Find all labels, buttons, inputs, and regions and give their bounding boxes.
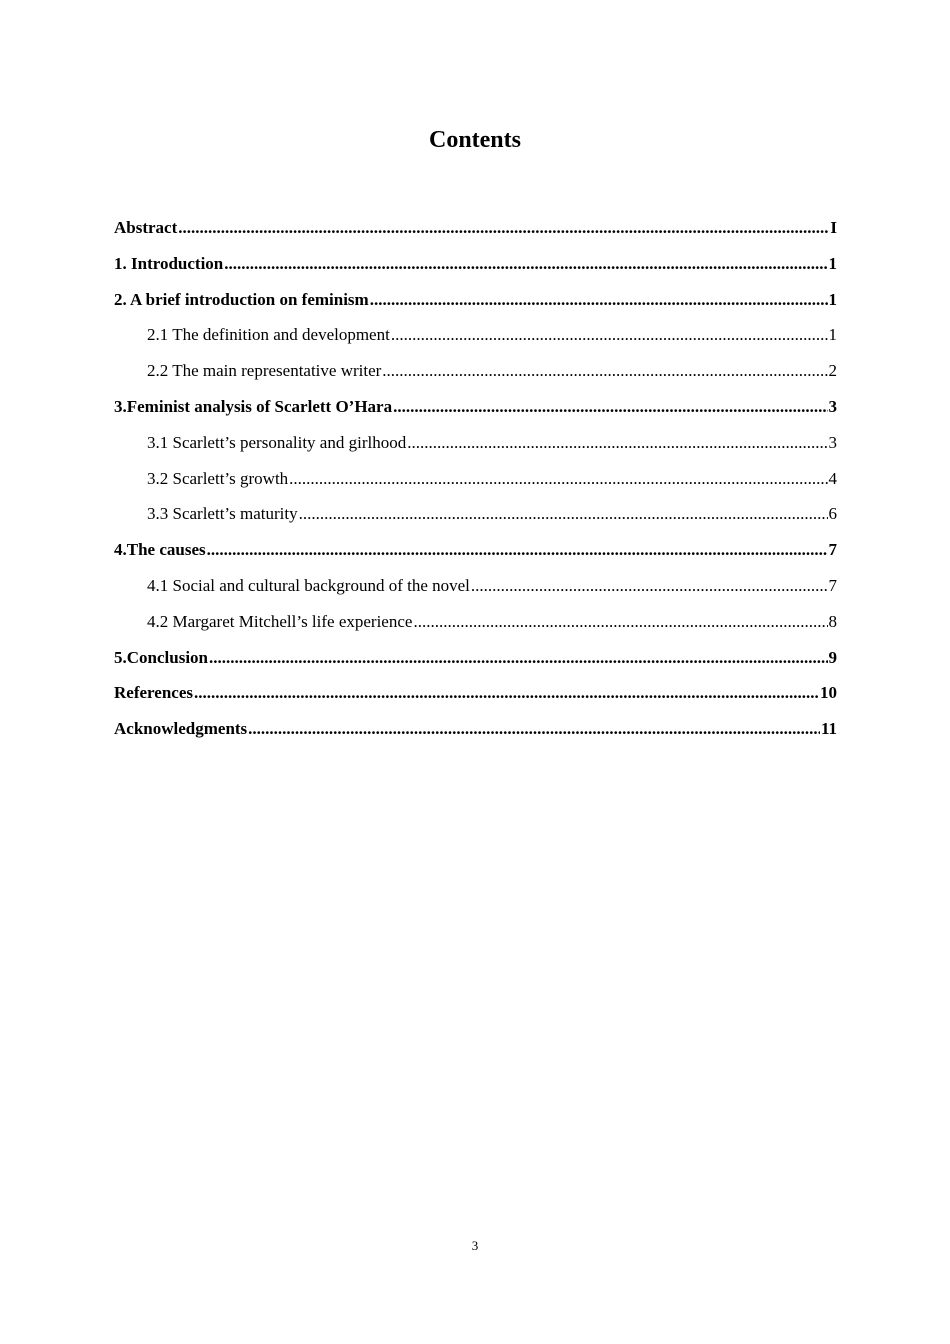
toc-entry-label: 3.1 Scarlett’s personality and girlhood — [147, 432, 407, 452]
toc-entry-label: 4.2 Margaret Mitchell’s life experience — [147, 611, 413, 631]
toc-entry-label: 2. A brief introduction on feminism — [114, 289, 369, 309]
toc-entry-label: Acknowledgments — [114, 719, 248, 739]
toc-dot-leader — [407, 425, 827, 461]
toc-entry[interactable] — [114, 389, 837, 425]
toc-dot-leader — [289, 461, 827, 497]
toc-dot-leader — [391, 317, 828, 353]
toc-entry-label: 1. Introduction — [114, 253, 224, 273]
toc-entry-label: Abstract — [114, 218, 178, 237]
toc-subentry[interactable] — [114, 425, 837, 461]
toc-dot-leader — [413, 604, 827, 640]
toc-dot-leader — [224, 246, 827, 282]
toc-entry-label: 3.3 Scarlett’s maturity — [147, 504, 298, 524]
toc-entry-label: 4.1 Social and cultural background of the novel — [147, 575, 470, 595]
toc-dot-leader — [209, 640, 828, 676]
toc-dot-leader — [194, 675, 819, 711]
toc-page-number: 1 — [828, 325, 837, 345]
toc-entry[interactable] — [114, 210, 837, 246]
toc-page-number: 1 — [828, 253, 837, 273]
page-title: Contents — [428, 127, 521, 153]
toc-entry-label: 4.The causes — [114, 540, 206, 560]
toc-dot-leader — [471, 568, 828, 604]
toc-entry-label: 5.Conclusion — [114, 647, 208, 667]
toc-entry[interactable] — [114, 675, 837, 711]
toc-subentry[interactable] — [114, 353, 837, 389]
table-of-contents — [114, 210, 837, 747]
toc-subentry[interactable] — [114, 496, 837, 532]
toc-entry[interactable] — [114, 282, 837, 318]
toc-dot-leader — [207, 532, 828, 568]
page-number: 3 — [471, 1238, 479, 1253]
toc-dot-leader — [393, 389, 827, 425]
toc-entry-label: References — [114, 683, 193, 703]
toc-entry[interactable] — [114, 640, 837, 676]
toc-page-number: 1 — [828, 289, 837, 309]
toc-dot-leader — [299, 496, 828, 532]
toc-page-number: 8 — [828, 611, 837, 631]
toc-subentry[interactable] — [114, 568, 837, 604]
toc-subentry[interactable] — [114, 604, 837, 640]
toc-subentry[interactable] — [114, 317, 837, 353]
toc-page-number: 11 — [820, 719, 837, 739]
toc-page-number: 4 — [828, 468, 837, 488]
toc-dot-leader — [178, 210, 829, 246]
toc-entry[interactable] — [114, 532, 837, 568]
toc-page-number: 7 — [828, 540, 837, 560]
toc-page-number: 7 — [828, 575, 837, 595]
toc-page-number: 3 — [828, 432, 837, 452]
toc-page-number: 2 — [828, 361, 837, 381]
toc-entry-label: 3.Feminist analysis of Scarlett O’Hara — [114, 396, 393, 416]
toc-dot-leader — [248, 711, 820, 747]
toc-entry-label: 2.1 The definition and development — [147, 325, 390, 345]
toc-page-number: 6 — [828, 504, 837, 524]
toc-entry[interactable] — [114, 711, 837, 747]
toc-subentry[interactable] — [114, 461, 837, 497]
toc-entry[interactable] — [114, 246, 837, 282]
toc-entry-label: 2.2 The main representative writer — [147, 361, 382, 381]
toc-dot-leader — [382, 353, 827, 389]
toc-page-number: 10 — [820, 683, 837, 703]
toc-page-number: 9 — [828, 647, 837, 667]
toc-entry-label: 3.2 Scarlett’s growth — [147, 468, 289, 488]
toc-page-number: 3 — [828, 396, 837, 416]
toc-dot-leader — [370, 282, 828, 318]
toc-page-number: I — [830, 218, 837, 237]
